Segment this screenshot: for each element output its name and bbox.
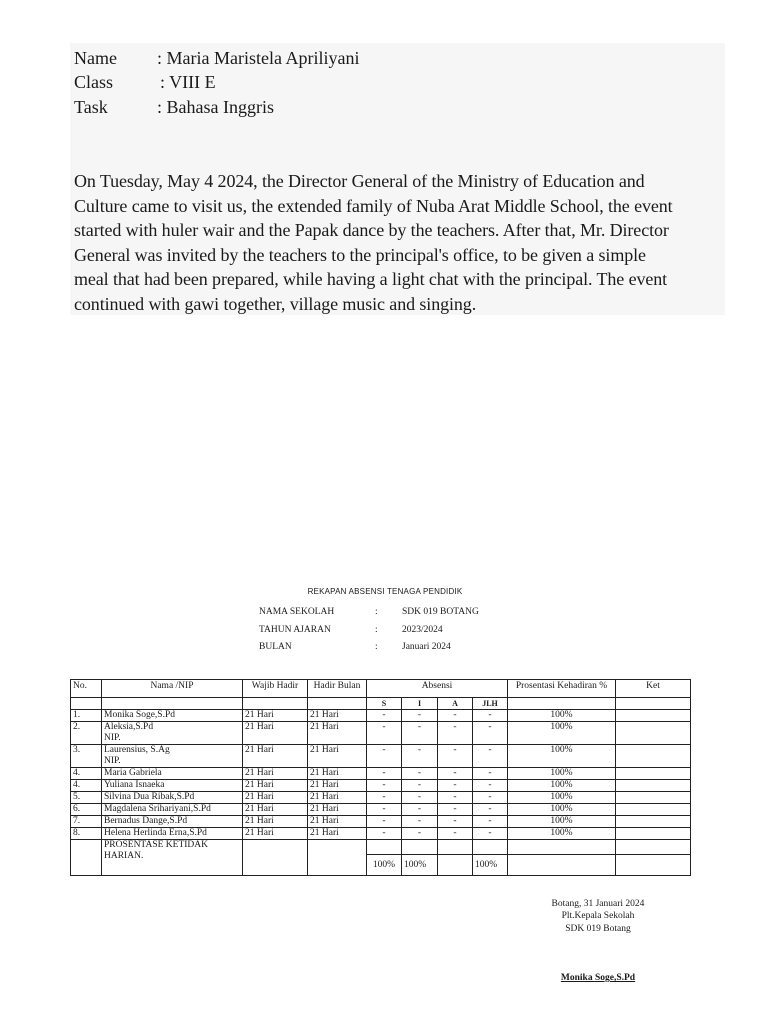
table-row [71, 816, 691, 828]
cell-no: 1. [71, 710, 102, 722]
meta-value: 2023/2024 [402, 625, 443, 635]
cell-ket [616, 804, 691, 816]
cell-s: - [367, 792, 402, 804]
class-label: Class [74, 72, 114, 92]
table-row [71, 792, 691, 804]
signature-name: Monika Soge,S.Pd [560, 973, 636, 983]
cell-s: - [367, 828, 402, 840]
cell-hadir: 21 Hari [308, 710, 367, 722]
signature-place-date: Botang, 31 Januari 2024 [551, 899, 645, 909]
cell-a: - [438, 828, 473, 840]
cell-hadir: 21 Hari [308, 745, 367, 768]
cell-name [102, 792, 243, 804]
header-i: I [402, 698, 438, 710]
cell-a: - [438, 768, 473, 780]
cell-pct: 100% [508, 816, 616, 828]
cell-ket [616, 745, 691, 768]
cell-a: - [438, 816, 473, 828]
cell-hadir: 21 Hari [308, 780, 367, 792]
cell-s: - [367, 780, 402, 792]
cell-wajib: 21 Hari [243, 745, 308, 768]
table-header-row [71, 680, 691, 698]
cell-i: - [402, 710, 438, 722]
cell-no: 3. [71, 745, 102, 768]
table-row [71, 722, 691, 745]
header-prosentasi: Prosentasi Kehadiran % [508, 680, 616, 698]
cell-s: - [367, 816, 402, 828]
header-absensi: Absensi [367, 680, 508, 698]
header-ket: Ket [616, 680, 691, 698]
cell-jlh: - [473, 710, 508, 722]
summary-a [438, 855, 473, 876]
paragraph-line: Culture came to visit us, the extended family of Nuba Arat Middle School, the event [74, 195, 673, 216]
cell-wajib: 21 Hari [243, 722, 308, 745]
cell-a: - [438, 804, 473, 816]
teacher-name: Laurensius, S.Ag [104, 745, 170, 755]
header-s: S [367, 698, 402, 710]
name-label: Name [74, 48, 117, 68]
cell-ket [616, 828, 691, 840]
cell-no: 6. [71, 804, 102, 816]
cell-pct: 100% [508, 804, 616, 816]
cell-name [102, 816, 243, 828]
cell-no: 4. [71, 780, 102, 792]
teacher-name: Yuliana Isnaeka [104, 780, 165, 790]
table-row [71, 710, 691, 722]
cell-i: - [402, 804, 438, 816]
task-label: Task [74, 97, 108, 117]
cell-no: 8. [71, 828, 102, 840]
cell-name [102, 710, 243, 722]
cell-jlh: - [473, 768, 508, 780]
cell-jlh: - [473, 804, 508, 816]
cell-wajib: 21 Hari [243, 816, 308, 828]
summary-label-line: HARIAN. [104, 851, 144, 861]
cell-s: - [367, 804, 402, 816]
cell-jlh: - [473, 816, 508, 828]
cell-name [102, 745, 243, 768]
cell-ket [616, 768, 691, 780]
cell-name [102, 828, 243, 840]
cell-hadir: 21 Hari [308, 792, 367, 804]
meta-sep: : [375, 625, 378, 635]
teacher-name: Bernadus Dange,S.Pd [104, 816, 188, 826]
cell-i: - [402, 768, 438, 780]
cell-hadir: 21 Hari [308, 722, 367, 745]
meta-sep: : [375, 607, 378, 617]
story-paragraph [74, 169, 722, 316]
table-subheader-row [71, 698, 691, 710]
cell-hadir: 21 Hari [308, 804, 367, 816]
header-a: A [438, 698, 473, 710]
summary-row [71, 840, 691, 855]
cell-no: 2. [71, 722, 102, 745]
cell-pct: 100% [508, 722, 616, 745]
attendance-table [70, 679, 691, 876]
header-hadir: Hadir Bulan [308, 680, 367, 698]
cell-ket [616, 816, 691, 828]
meta-key: BULAN [259, 642, 292, 652]
meta-key: TAHUN AJARAN [259, 625, 331, 635]
cell-pct: 100% [508, 828, 616, 840]
paragraph-line: meal that had been prepared, while having a light chat with the principal. The event [74, 269, 668, 289]
cell-wajib: 21 Hari [243, 780, 308, 792]
cell-i: - [402, 722, 438, 745]
cell-s: - [367, 722, 402, 745]
table-row [71, 768, 691, 780]
signature-role: Plt.Kepala Sekolah [561, 911, 635, 921]
cell-no: 4. [71, 768, 102, 780]
teacher-name: Monika Soge,S.Pd [104, 710, 175, 720]
student-note-panel [70, 43, 725, 315]
summary-jlh: 100% [473, 855, 508, 876]
cell-a: - [438, 722, 473, 745]
name-value: : Maria Maristela Apriliyani [157, 48, 360, 68]
cell-hadir: 21 Hari [308, 768, 367, 780]
meta-value: SDK 019 BOTANG [402, 607, 479, 617]
cell-pct: 100% [508, 710, 616, 722]
teacher-name: Helena Herlinda Erna,S.Pd [104, 828, 207, 838]
task-value: : Bahasa Inggris [157, 97, 274, 117]
table-row [71, 745, 691, 768]
recap-title: REKAPAN ABSENSI TENAGA PENDIDIK [307, 587, 463, 596]
cell-i: - [402, 745, 438, 768]
table-row [71, 804, 691, 816]
cell-pct: 100% [508, 768, 616, 780]
cell-s: - [367, 745, 402, 768]
cell-hadir: 21 Hari [308, 816, 367, 828]
summary-label [102, 840, 243, 876]
cell-jlh: - [473, 722, 508, 745]
cell-hadir: 21 Hari [308, 828, 367, 840]
cell-jlh: - [473, 780, 508, 792]
paragraph-line: started with huler wair and the Papak dance by the teachers. After that, Mr. Director [74, 220, 669, 240]
class-value: : VIII E [160, 72, 216, 92]
cell-name [102, 780, 243, 792]
teacher-name: Magdalena Srihariyani,S.Pd [104, 804, 211, 814]
cell-pct: 100% [508, 745, 616, 768]
paragraph-line: On Tuesday, May 4 2024, the Director General of the Ministry of Education and [74, 171, 645, 191]
teacher-name: Maria Gabriela [104, 768, 162, 778]
cell-i: - [402, 816, 438, 828]
teacher-nip: NIP. [104, 756, 121, 766]
paragraph-line: continued with gawi together, village music and singing. [74, 293, 477, 314]
cell-name [102, 768, 243, 780]
cell-a: - [438, 780, 473, 792]
cell-wajib: 21 Hari [243, 804, 308, 816]
cell-wajib: 21 Hari [243, 710, 308, 722]
summary-s: 100% [367, 855, 402, 876]
cell-no: 7. [71, 816, 102, 828]
cell-no: 5. [71, 792, 102, 804]
cell-ket [616, 710, 691, 722]
teacher-name: Aleksia,S.Pd [104, 722, 154, 732]
cell-name [102, 722, 243, 745]
cell-s: - [367, 710, 402, 722]
cell-i: - [402, 792, 438, 804]
cell-jlh: - [473, 792, 508, 804]
teacher-nip: NIP. [104, 733, 121, 743]
cell-wajib: 21 Hari [243, 828, 308, 840]
cell-ket [616, 780, 691, 792]
header-jlh: JLH [473, 698, 508, 710]
cell-i: - [402, 780, 438, 792]
cell-ket [616, 792, 691, 804]
meta-sep: : [375, 642, 378, 652]
table-row [71, 828, 691, 840]
cell-a: - [438, 792, 473, 804]
cell-name [102, 804, 243, 816]
cell-wajib: 21 Hari [243, 768, 308, 780]
cell-pct: 100% [508, 780, 616, 792]
cell-a: - [438, 710, 473, 722]
cell-jlh: - [473, 828, 508, 840]
cell-jlh: - [473, 745, 508, 768]
cell-wajib: 21 Hari [243, 792, 308, 804]
cell-a: - [438, 745, 473, 768]
summary-label-line: PROSENTASE KETIDAK [104, 840, 209, 850]
cell-s: - [367, 768, 402, 780]
header-no: No. [71, 680, 102, 698]
cell-pct: 100% [508, 792, 616, 804]
header-wajib: Wajib Hadir [243, 680, 308, 698]
paragraph-line: General was invited by the teachers to the principal's office, to be given a simple [74, 244, 646, 265]
cell-i: - [402, 828, 438, 840]
table-row [71, 780, 691, 792]
summary-i: 100% [402, 855, 438, 876]
cell-ket [616, 722, 691, 745]
teacher-name: Silvina Dua Ribak,S.Pd [104, 792, 195, 802]
meta-value: Januari 2024 [402, 642, 451, 652]
signature-school: SDK 019 Botang [565, 924, 631, 934]
header-name: Nama /NIP [102, 680, 243, 698]
meta-key: NAMA SEKOLAH [259, 607, 335, 617]
